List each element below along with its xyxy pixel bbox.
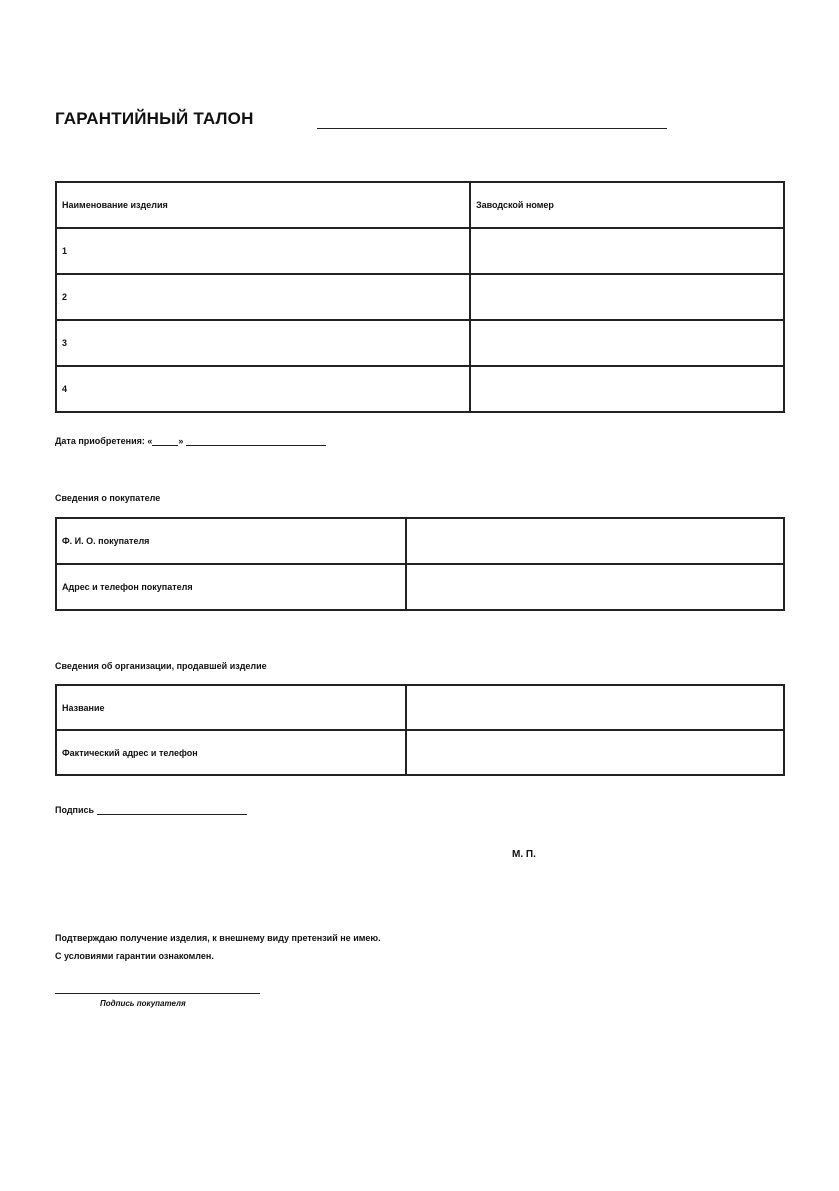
table-row — [56, 228, 784, 274]
table-row — [56, 564, 784, 610]
signature-label: Подпись — [55, 805, 95, 815]
table-row — [56, 518, 784, 564]
table-row — [56, 730, 784, 775]
buyer-address-label: Адрес и телефон покупателя — [56, 564, 406, 610]
buyer-signature-line[interactable] — [55, 993, 260, 994]
buyer-address-field[interactable] — [406, 564, 784, 610]
row-number: 4 — [56, 366, 470, 412]
table-row — [56, 274, 784, 320]
table-row — [56, 366, 784, 412]
row-number: 3 — [56, 320, 470, 366]
page-title: ГАРАНТИЙНЫЙ ТАЛОН — [55, 109, 254, 128]
serial-cell[interactable] — [470, 228, 784, 274]
seller-table — [55, 684, 785, 776]
header-serial-number: Заводской номер — [470, 182, 784, 228]
buyer-section-heading: Сведения о покупателе — [55, 493, 161, 503]
day-field[interactable] — [152, 445, 178, 446]
serial-cell[interactable] — [470, 320, 784, 366]
confirmation-line-2: С условиями гарантии ознакомлен. — [55, 951, 214, 961]
purchase-date — [55, 436, 326, 446]
seller-section-heading: Сведения об организации, продавшей изделие — [55, 661, 267, 671]
seller-address-field[interactable] — [406, 730, 784, 775]
confirmation-text — [55, 929, 381, 965]
buyer-name-field[interactable] — [406, 518, 784, 564]
seller-name-field[interactable] — [406, 685, 784, 730]
title-fill-line — [317, 128, 667, 129]
serial-cell[interactable] — [470, 274, 784, 320]
open-quote: « — [147, 436, 153, 446]
table-header-row — [56, 182, 784, 228]
buyer-name-label: Ф. И. О. покупателя — [56, 518, 406, 564]
products-table — [55, 181, 785, 413]
row-number: 1 — [56, 228, 470, 274]
table-row — [56, 320, 784, 366]
buyer-table — [55, 517, 785, 611]
serial-cell[interactable] — [470, 366, 784, 412]
purchase-date-label: Дата приобретения: — [55, 436, 145, 446]
confirmation-line-1: Подтверждаю получение изделия, к внешнему виду претензий не имею. — [55, 933, 381, 943]
seller-address-label: Фактический адрес и телефон — [56, 730, 406, 775]
close-quote: » — [178, 436, 184, 446]
table-row — [56, 685, 784, 730]
month-year-field[interactable] — [186, 445, 326, 446]
stamp-place: М. П. — [512, 849, 536, 860]
header-product-name: Наименование изделия — [56, 182, 470, 228]
seller-name-label: Название — [56, 685, 406, 730]
signature-field[interactable] — [97, 814, 247, 815]
buyer-signature-caption: Подпись покупателя — [100, 999, 186, 1008]
row-number: 2 — [56, 274, 470, 320]
signature-block — [55, 805, 247, 815]
